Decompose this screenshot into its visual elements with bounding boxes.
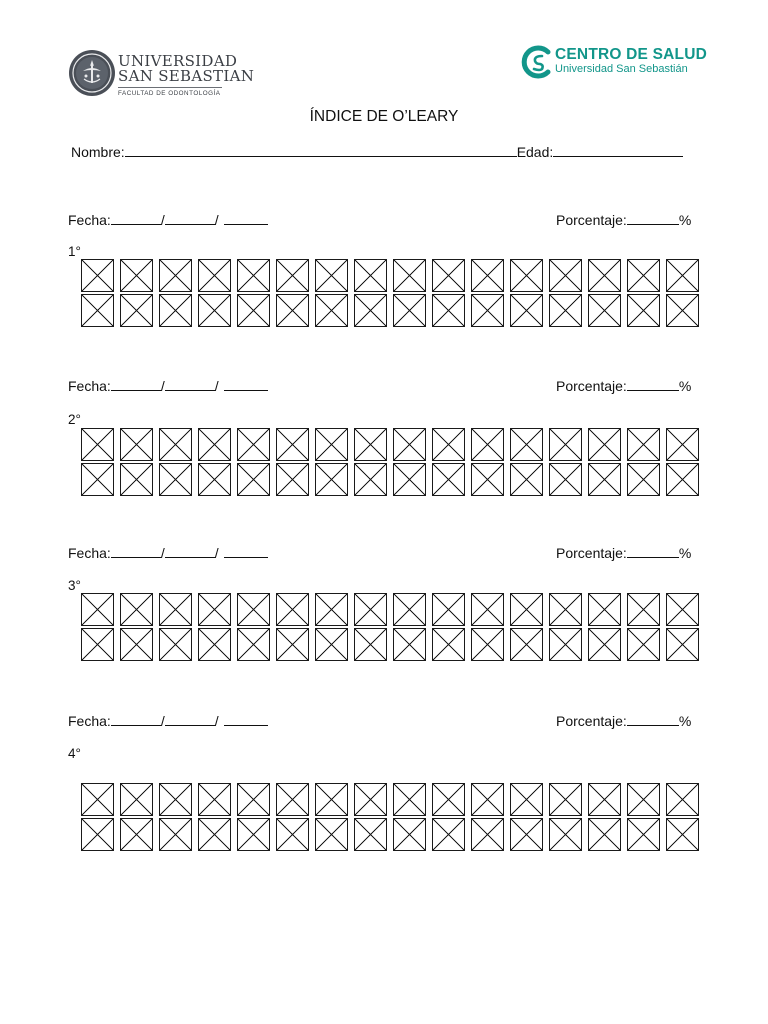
section-number: 4° — [68, 746, 81, 761]
tooth-box[interactable] — [666, 463, 699, 496]
age-label: Edad: — [516, 144, 554, 160]
tooth-box[interactable] — [549, 463, 582, 496]
tooth-box[interactable] — [432, 783, 465, 816]
health-center-mark-icon — [520, 44, 552, 80]
tooth-box[interactable] — [315, 818, 348, 851]
section-number: 1° — [68, 244, 81, 259]
tooth-box[interactable] — [627, 259, 660, 292]
date-row — [68, 545, 268, 561]
tooth-box[interactable] — [315, 428, 348, 461]
tooth-box[interactable] — [120, 818, 153, 851]
page-title: ÍNDICE DE O’LEARY — [309, 108, 459, 125]
date-row — [68, 713, 268, 729]
tooth-grid — [81, 593, 697, 661]
percent-sign: % — [678, 212, 692, 228]
percentage-row — [556, 378, 691, 394]
tooth-box[interactable] — [549, 259, 582, 292]
date-separator: / — [160, 378, 165, 394]
tooth-box[interactable] — [471, 259, 504, 292]
tooth-box[interactable] — [432, 628, 465, 661]
tooth-box[interactable] — [81, 463, 114, 496]
date-month-field[interactable] — [165, 545, 215, 558]
tooth-box[interactable] — [159, 259, 192, 292]
tooth-box[interactable] — [666, 593, 699, 626]
tooth-box[interactable] — [666, 428, 699, 461]
tooth-box[interactable] — [81, 593, 114, 626]
tooth-box[interactable] — [588, 294, 621, 327]
tooth-box[interactable] — [276, 593, 309, 626]
tooth-box[interactable] — [198, 593, 231, 626]
tooth-box[interactable] — [627, 783, 660, 816]
tooth-box[interactable] — [276, 783, 309, 816]
tooth-box[interactable] — [588, 818, 621, 851]
tooth-box[interactable] — [315, 593, 348, 626]
health-center-subtitle: Universidad San Sebastián — [555, 63, 688, 75]
percentage-field[interactable] — [627, 713, 679, 726]
tooth-box[interactable] — [198, 294, 231, 327]
tooth-box[interactable] — [354, 593, 387, 626]
tooth-box[interactable] — [354, 259, 387, 292]
tooth-box[interactable] — [237, 783, 270, 816]
tooth-box[interactable] — [471, 463, 504, 496]
tooth-box[interactable] — [276, 428, 309, 461]
faculty-name: FACULTAD DE ODONTOLOGÍA — [118, 90, 221, 97]
percent-sign: % — [678, 378, 692, 394]
tooth-box[interactable] — [315, 294, 348, 327]
tooth-box[interactable] — [588, 428, 621, 461]
tooth-box[interactable] — [237, 818, 270, 851]
date-year-field[interactable] — [224, 378, 268, 391]
tooth-box[interactable] — [393, 259, 426, 292]
tooth-box[interactable] — [81, 294, 114, 327]
tooth-box[interactable] — [549, 593, 582, 626]
date-month-field[interactable] — [165, 713, 215, 726]
percentage-field[interactable] — [627, 545, 679, 558]
tooth-box[interactable] — [159, 628, 192, 661]
percentage-field[interactable] — [627, 378, 679, 391]
percentage-label: Porcentaje: — [556, 545, 627, 561]
date-label: Fecha: — [68, 212, 111, 228]
percentage-label: Porcentaje: — [556, 378, 627, 394]
date-year-field[interactable] — [224, 713, 268, 726]
tooth-box[interactable] — [510, 628, 543, 661]
tooth-box[interactable] — [354, 628, 387, 661]
tooth-box[interactable] — [81, 628, 114, 661]
date-month-field[interactable] — [165, 378, 215, 391]
percentage-row — [556, 713, 691, 729]
tooth-box[interactable] — [81, 428, 114, 461]
tooth-box[interactable] — [432, 818, 465, 851]
tooth-box[interactable] — [159, 783, 192, 816]
date-separator: / — [214, 212, 219, 228]
university-logo — [68, 48, 255, 100]
tooth-box[interactable] — [120, 628, 153, 661]
tooth-box[interactable] — [471, 818, 504, 851]
tooth-box[interactable] — [588, 259, 621, 292]
date-month-field[interactable] — [165, 212, 215, 225]
tooth-box[interactable] — [276, 463, 309, 496]
tooth-box[interactable] — [315, 628, 348, 661]
date-label: Fecha: — [68, 545, 111, 561]
tooth-box[interactable] — [588, 628, 621, 661]
tooth-box[interactable] — [432, 593, 465, 626]
tooth-box[interactable] — [120, 593, 153, 626]
tooth-box[interactable] — [471, 428, 504, 461]
percentage-label: Porcentaje: — [556, 212, 627, 228]
tooth-box[interactable] — [627, 463, 660, 496]
tooth-box[interactable] — [627, 818, 660, 851]
tooth-box[interactable] — [432, 463, 465, 496]
date-separator: / — [214, 713, 219, 729]
tooth-grid — [81, 783, 697, 851]
date-day-field[interactable] — [111, 545, 161, 558]
university-seal-icon — [68, 49, 116, 97]
tooth-box[interactable] — [159, 428, 192, 461]
date-row — [68, 212, 268, 228]
tooth-box[interactable] — [549, 628, 582, 661]
tooth-box[interactable] — [549, 294, 582, 327]
tooth-box[interactable] — [471, 628, 504, 661]
tooth-box[interactable] — [627, 593, 660, 626]
tooth-box[interactable] — [432, 428, 465, 461]
tooth-box[interactable] — [81, 783, 114, 816]
percentage-row — [556, 212, 691, 228]
percent-sign: % — [678, 545, 692, 561]
tooth-box[interactable] — [237, 428, 270, 461]
tooth-box[interactable] — [159, 818, 192, 851]
tooth-box[interactable] — [198, 818, 231, 851]
tooth-box[interactable] — [393, 628, 426, 661]
tooth-box[interactable] — [627, 294, 660, 327]
tooth-box[interactable] — [393, 593, 426, 626]
university-name-line2: SAN SEBASTIAN — [118, 67, 255, 85]
tooth-box[interactable] — [159, 463, 192, 496]
tooth-box[interactable] — [627, 628, 660, 661]
tooth-box[interactable] — [666, 294, 699, 327]
tooth-box[interactable] — [276, 294, 309, 327]
tooth-box[interactable] — [81, 259, 114, 292]
date-separator: / — [160, 212, 165, 228]
date-year-field[interactable] — [224, 212, 268, 225]
tooth-box[interactable] — [120, 463, 153, 496]
tooth-box[interactable] — [276, 628, 309, 661]
tooth-box[interactable] — [276, 818, 309, 851]
section-number: 2° — [68, 412, 81, 427]
date-year-field[interactable] — [224, 545, 268, 558]
tooth-box[interactable] — [666, 783, 699, 816]
tooth-box[interactable] — [354, 783, 387, 816]
tooth-box[interactable] — [432, 259, 465, 292]
tooth-box[interactable] — [549, 428, 582, 461]
tooth-box[interactable] — [81, 818, 114, 851]
tooth-box[interactable] — [198, 259, 231, 292]
tooth-box[interactable] — [666, 818, 699, 851]
date-day-field[interactable] — [111, 212, 161, 225]
tooth-box[interactable] — [159, 294, 192, 327]
university-name-line1: UNIVERSIDAD — [118, 52, 238, 70]
tooth-box[interactable] — [237, 463, 270, 496]
date-separator: / — [160, 545, 165, 561]
date-separator: / — [214, 378, 219, 394]
tooth-box[interactable] — [354, 428, 387, 461]
tooth-box[interactable] — [510, 463, 543, 496]
tooth-box[interactable] — [276, 259, 309, 292]
tooth-box[interactable] — [549, 783, 582, 816]
tooth-box[interactable] — [471, 294, 504, 327]
tooth-box[interactable] — [354, 463, 387, 496]
tooth-box[interactable] — [432, 294, 465, 327]
tooth-box[interactable] — [315, 783, 348, 816]
health-center-logo — [520, 44, 710, 84]
tooth-box[interactable] — [354, 818, 387, 851]
tooth-box[interactable] — [510, 259, 543, 292]
tooth-box[interactable] — [237, 294, 270, 327]
tooth-box[interactable] — [588, 463, 621, 496]
tooth-box[interactable] — [393, 818, 426, 851]
tooth-box[interactable] — [198, 783, 231, 816]
tooth-box[interactable] — [471, 783, 504, 816]
tooth-box[interactable] — [120, 783, 153, 816]
tooth-box[interactable] — [120, 294, 153, 327]
tooth-box[interactable] — [393, 428, 426, 461]
percentage-row — [556, 545, 691, 561]
name-label: Nombre: — [71, 144, 125, 160]
tooth-box[interactable] — [588, 783, 621, 816]
tooth-grid — [81, 259, 697, 327]
tooth-box[interactable] — [666, 628, 699, 661]
date-label: Fecha: — [68, 713, 111, 729]
tooth-box[interactable] — [510, 818, 543, 851]
date-label: Fecha: — [68, 378, 111, 394]
percentage-field[interactable] — [627, 212, 679, 225]
tooth-box[interactable] — [198, 428, 231, 461]
tooth-box[interactable] — [237, 628, 270, 661]
tooth-box[interactable] — [198, 463, 231, 496]
logo-divider — [118, 87, 222, 88]
tooth-box[interactable] — [510, 294, 543, 327]
tooth-box[interactable] — [627, 428, 660, 461]
health-center-name: CENTRO DE SALUD — [555, 46, 707, 63]
section-number: 3° — [68, 578, 81, 593]
tooth-box[interactable] — [120, 259, 153, 292]
tooth-box[interactable] — [588, 593, 621, 626]
percent-sign: % — [678, 713, 692, 729]
tooth-box[interactable] — [237, 259, 270, 292]
name-field[interactable] — [125, 144, 517, 157]
date-day-field[interactable] — [111, 713, 161, 726]
tooth-box[interactable] — [510, 783, 543, 816]
tooth-box[interactable] — [393, 783, 426, 816]
tooth-box[interactable] — [666, 259, 699, 292]
tooth-box[interactable] — [393, 294, 426, 327]
tooth-box[interactable] — [471, 593, 504, 626]
tooth-box[interactable] — [120, 428, 153, 461]
tooth-box[interactable] — [159, 593, 192, 626]
age-field[interactable] — [553, 144, 683, 157]
percentage-label: Porcentaje: — [556, 713, 627, 729]
tooth-box[interactable] — [198, 628, 231, 661]
patient-info-row — [71, 144, 683, 160]
tooth-box[interactable] — [510, 428, 543, 461]
date-day-field[interactable] — [111, 378, 161, 391]
date-row — [68, 378, 268, 394]
tooth-box[interactable] — [393, 463, 426, 496]
tooth-box[interactable] — [549, 818, 582, 851]
tooth-box[interactable] — [237, 593, 270, 626]
tooth-grid — [81, 428, 697, 496]
tooth-box[interactable] — [510, 593, 543, 626]
tooth-box[interactable] — [315, 259, 348, 292]
tooth-box[interactable] — [315, 463, 348, 496]
tooth-box[interactable] — [354, 294, 387, 327]
date-separator: / — [214, 545, 219, 561]
date-separator: / — [160, 713, 165, 729]
